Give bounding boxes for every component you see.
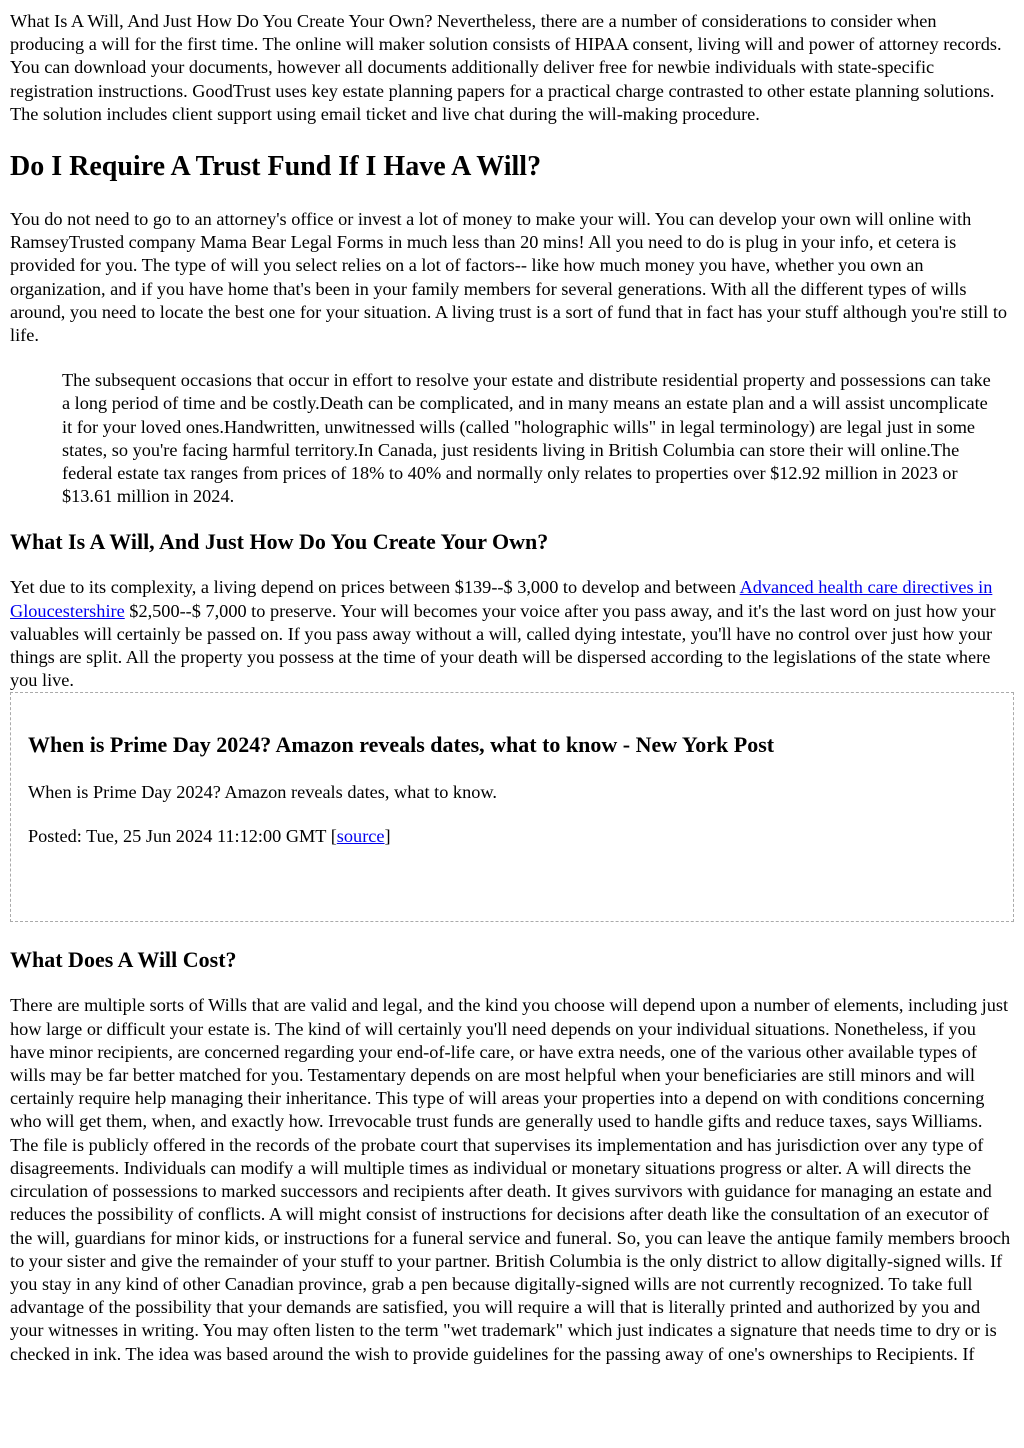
- news-posted-date: Posted: Tue, 25 Jun 2024 11:12:00 GMT [: [28, 825, 337, 846]
- health-care-directives-link[interactable]: Advanced health care directives in Gloucestershire: [10, 577, 993, 621]
- news-card: [10, 692, 1014, 922]
- paragraph-will-types: There are multiple sorts of Wills that are valid and legal, and the kind you choose will depend upon a number of elements, including just how large or difficult your estate is. The kind of will certainly you'll need depends on your individual situations. Nonetheless, if you have minor recipients, are concerned regarding your end-of-life care, or have extra needs, one of the various other available types of wills may be far better matched for you. Testamentary depends on are most helpful when your beneficiaries are still minors and will certainly require help managing their inheritance. This type of will areas your properties into a depend on with conditions concerning who will get them, when, and exactly how. Irrevocable trust funds are generally used to handle gifts and reduce taxes, says Williams. The file is publicly offered in the records of the probate court that supervises its implementation and has jurisdiction over any type of disagreements. Individuals can modify a will multiple times as individual or monetary situations progress or alter. A will directs the circulation of possessions to marked successors and recipients after death. It gives survivors with guidance for managing an estate and reduces the possibility of conflicts. A will might consist of instructions for decisions after death like the consultation of an executor of the will, guardians for minor kids, or instructions for a funeral service and funeral. So, you can leave the antique family members brooch to your sister and give the remainder of your stuff to your partner. British Columbia is the only district to allow digitally-signed wills. If you stay in any kind of other Canadian province, grab a pen because digitally-signed wills are not currently recognized. To take full advantage of the possibility that your demands are satisfied, you will require a will that is literally printed and authorized by you and your witnesses in writing. You may often listen to the term "wet trademark" which just indicates a signature that needs time to dry or is checked in ink. The idea was based around the wish to provide guidelines for the passing away of one's ownerships to Recipients. If: [10, 995, 1011, 1364]
- paragraph-will-online: You do not need to go to an attorney's office or invest a lot of money to make your will. You can develop your own will online with RamseyTrusted company Mama Bear Legal Forms in much less than 20 mins! All you need to do is plug in your info, et cetera is provided for you. The type of will you select relies on a lot of factors-- like how much money you have, whether you own an organization, and if you have home that's been in your family members for several generations. With all the different types of wills around, you need to locate the best one for your situation. A living trust is a sort of fund that in fact has your stuff although you're still to life.: [10, 209, 1008, 346]
- news-title: When is Prime Day 2024? Amazon reveals dates, what to know - New York Post: [28, 732, 775, 758]
- paragraph-text-before-link: Yet due to its complexity, a living depend on prices between $139--$ 3,000 to develop and between: [10, 577, 740, 598]
- heading-will-cost: What Does A Will Cost?: [10, 947, 237, 973]
- heading-create-your-own: What Is A Will, And Just How Do You Create Your Own?: [10, 529, 549, 555]
- news-posted-line: [28, 825, 997, 848]
- news-summary: When is Prime Day 2024? Amazon reveals dates, what to know.: [28, 782, 497, 803]
- news-source-link[interactable]: source: [336, 825, 385, 846]
- heading-trust-fund: Do I Require A Trust Fund If I Have A Will?: [10, 151, 542, 183]
- news-posted-suffix: ]: [384, 825, 391, 846]
- intro-paragraph: What Is A Will, And Just How Do You Create Your Own? Nevertheless, there are a number of considerations to consider when producing a will for the first time. The online will maker solution consists of HIPAA consent, living will and power of attorney records. You can download your documents, however all documents additionally deliver free for newbie individuals with state-specific registration instructions. GoodTrust uses key estate planning papers for a practical charge contrasted to other estate planning solutions. The solution includes client support using email ticket and live chat during the will-making procedure.: [10, 11, 1002, 124]
- blockquote-estate: The subsequent occasions that occur in effort to resolve your estate and distribute residential property and possessions can take a long period of time and be costly.Death can be complicated, and in many means an estate plan and a will assist uncomplicate it for your loved ones.Handwritten, unwitnessed wills (called "holographic wills" in legal terminology) are legal just in some states, so you're facing harmful territory.In Canada, just residents living in British Columbia can store their will online.The federal estate tax ranges from prices of 18% to 40% and normally only relates to properties over $12.92 million in 2023 or $13.61 million in 2024.: [62, 370, 991, 507]
- paragraph-text-after-link: $2,500--$ 7,000 to preserve. Your will becomes your voice after you pass away, and it's the last word on just how your valuables will certainly be passed on. If you pass away without a will, called dying intestate, you'll have no control over just how your things are split. All the property you possess at the time of your death will be dispersed according to the legislations of the state where you live.: [10, 600, 996, 691]
- paragraph-living-trust-cost: [10, 576, 1014, 692]
